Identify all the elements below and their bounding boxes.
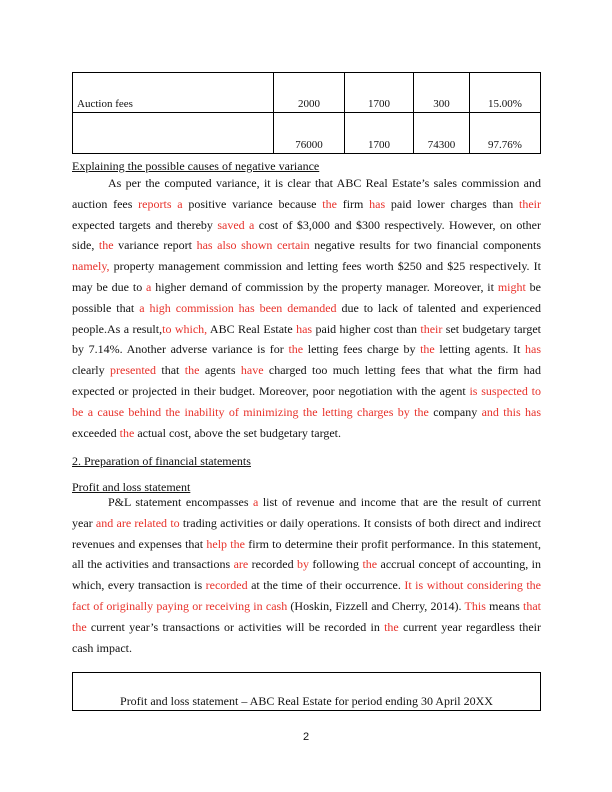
body-text: agents — [199, 363, 241, 378]
highlighted-text: reports a — [138, 196, 183, 211]
body-text: current year regardless their cash impact. — [72, 619, 541, 655]
budget-value: 2000 — [274, 73, 345, 113]
body-text: list of revenue and income that are the result of current year — [72, 495, 541, 530]
highlighted-text: presented — [110, 363, 157, 378]
negative-variance-paragraph — [72, 173, 541, 443]
variance-value: 74300 — [414, 113, 470, 154]
highlighted-text: a high commission has been demanded — [139, 300, 337, 315]
table-row — [73, 73, 541, 113]
variance-table — [72, 72, 541, 154]
highlighted-text: a — [146, 279, 152, 294]
variance-percent: 15.00% — [470, 73, 541, 113]
highlighted-text: has also shown certain — [196, 238, 310, 253]
body-text: clearly — [72, 363, 111, 378]
body-text: letting fees charge by — [303, 342, 421, 357]
highlighted-text: the — [420, 342, 435, 357]
actual-value: 1700 — [345, 113, 414, 154]
highlighted-text: the — [322, 196, 337, 211]
body-text: charged too much letting fees that what the firm had expected or projected in their budget. Moreover, poor negotiation with the agent — [72, 363, 542, 398]
highlighted-text: and are related to — [95, 515, 180, 530]
highlighted-text: It is without considering the fact of originally paying or receiving in cash — [72, 578, 541, 613]
pl-statement-box — [72, 672, 541, 711]
body-text: cost of $3,000 and $300 respectively. However, on other side, — [72, 217, 541, 253]
highlighted-text: help the — [206, 536, 245, 551]
body-text: due to lack of talented and experienced people.As a result, — [72, 300, 541, 336]
page-number: 2 — [302, 731, 310, 743]
body-text: current year’s transactions or activities will be recorded in — [86, 619, 385, 634]
body-text: letting agents. It — [434, 342, 525, 357]
highlighted-text: might — [497, 279, 526, 294]
body-text: (Hoskin, Fizzell and Cherry, 2014). — [287, 598, 465, 613]
highlighted-text: a — [253, 495, 259, 509]
highlighted-text: are — [233, 557, 249, 572]
budget-value: 76000 — [274, 113, 345, 154]
body-text: trading activities or daily operations. It consists of both direct and indirect revenues and expenses that — [72, 515, 542, 551]
row-label: Auction fees — [73, 73, 274, 113]
highlighted-text: namely, — [72, 259, 110, 274]
body-text: firm to determine their profit performance. In this statement, all the activities and transactions — [72, 536, 541, 572]
highlighted-text: the — [98, 238, 114, 253]
highlighted-text: that the — [72, 598, 542, 634]
highlighted-text: This — [464, 598, 486, 613]
body-text: recorded — [248, 557, 297, 572]
highlighted-text: recorded — [205, 578, 248, 593]
body-text: following — [308, 557, 363, 572]
highlighted-text: the — [184, 363, 200, 378]
body-text: positive variance because — [182, 196, 323, 211]
highlighted-text: have — [240, 363, 264, 378]
body-text: means — [485, 598, 524, 613]
body-text: firm — [336, 196, 370, 211]
highlighted-text: their — [519, 196, 542, 211]
body-text: higher demand of commission by the property manager. Moreover, it — [151, 279, 498, 294]
pl-heading: Profit and loss statement — [72, 480, 191, 494]
highlighted-text: to which, — [162, 321, 208, 336]
highlighted-text: has — [525, 342, 541, 357]
variance-value: 300 — [414, 73, 470, 113]
pl-paragraph — [72, 492, 541, 658]
highlighted-text: the — [288, 342, 304, 357]
body-text: expected targets and thereby — [72, 217, 218, 232]
body-text: paid higher cost than — [312, 321, 421, 336]
highlighted-text: and this has — [481, 404, 541, 419]
body-text: be possible that — [72, 279, 542, 315]
highlighted-text: by — [296, 557, 309, 572]
highlighted-text: saved a — [217, 217, 255, 232]
body-text: accrual concept of accounting, in which, every transaction is — [72, 557, 541, 593]
body-text: property management commission and letting fees worth $250 and $25 respectively. It may be due to — [72, 259, 541, 294]
body-text: negative results for two financial components — [309, 238, 541, 253]
body-text: As per the computed variance, it is clear that ABC Real Estate’s sales commission and auction fees — [72, 176, 541, 211]
negative-variance-heading: Explaining the possible causes of negative variance — [72, 159, 320, 173]
highlighted-text: has — [296, 321, 313, 336]
highlighted-text: is suspected to be a cause behind the inability of minimizing the letting charges by the — [72, 383, 541, 419]
table-row — [73, 113, 541, 154]
highlighted-text: has — [369, 196, 386, 211]
variance-percent: 97.76% — [470, 113, 541, 154]
highlighted-text: the — [384, 619, 399, 634]
pl-statement-title: Profit and loss statement – ABC Real Estate for period ending 30 April 20XX — [120, 694, 493, 708]
body-text: paid lower charges than — [385, 196, 520, 211]
actual-value: 1700 — [345, 73, 414, 113]
body-text: company — [428, 404, 482, 419]
body-text: ABC Real Estate — [207, 321, 297, 336]
body-text: exceeded — [72, 425, 120, 440]
body-text: variance report — [113, 238, 197, 253]
body-text: set budgetary target by 7.14%. Another adverse variance is for — [72, 321, 541, 357]
body-text: that — [156, 363, 185, 378]
body-text: P&L statement encompasses — [108, 495, 254, 509]
highlighted-text: their — [420, 321, 443, 336]
body-text: actual cost, above the set budgetary target. — [134, 425, 342, 440]
row-label — [73, 113, 274, 154]
body-text: at the time of their occurrence. — [247, 578, 405, 593]
highlighted-text: the — [119, 425, 135, 440]
section-two-heading: 2. Preparation of financial statements — [72, 454, 251, 468]
highlighted-text: the — [362, 557, 378, 572]
